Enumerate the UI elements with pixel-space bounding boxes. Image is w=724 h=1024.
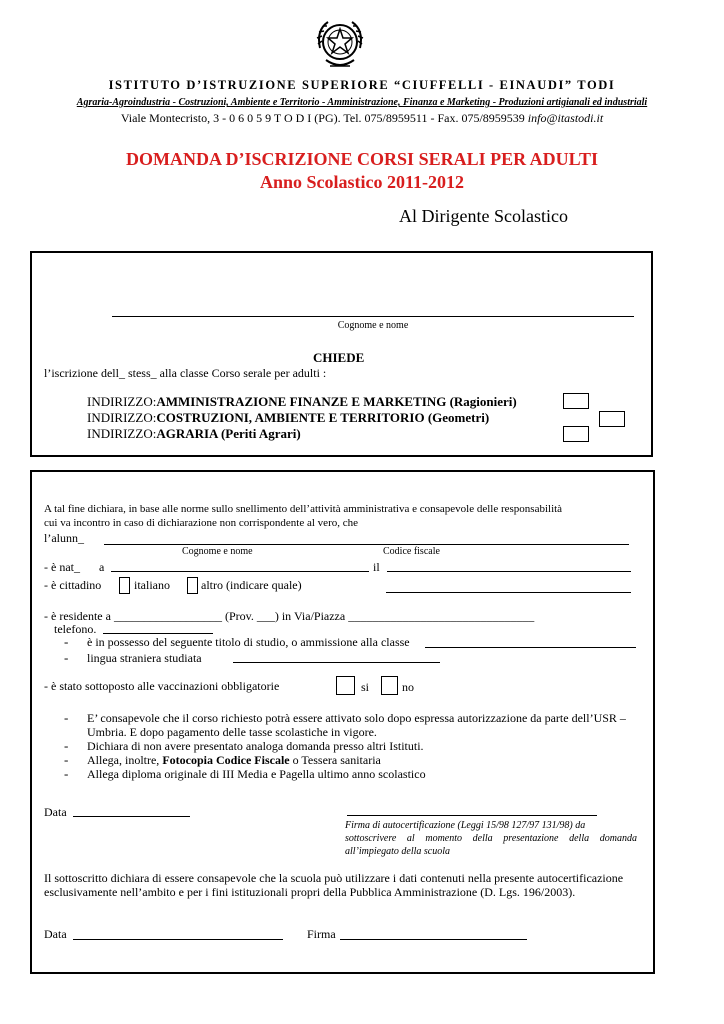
data-label: Data bbox=[44, 805, 67, 819]
data-input-line[interactable] bbox=[73, 816, 190, 817]
indirizzo-prefix: INDIRIZZO: bbox=[87, 426, 157, 441]
a-label: a bbox=[99, 560, 105, 574]
alunno-input-line[interactable] bbox=[104, 544, 629, 545]
caption-codice-fiscale: Codice fiscale bbox=[383, 546, 440, 557]
si-label: si bbox=[361, 680, 370, 694]
bullet: - bbox=[64, 650, 69, 665]
telefono-input-line[interactable] bbox=[103, 633, 213, 634]
chiede-heading: CHIEDE bbox=[313, 350, 365, 365]
republic-emblem-icon bbox=[312, 14, 368, 74]
name-caption: Cognome e nome bbox=[337, 320, 409, 331]
residente-line: - è residente a __________________ (Prov. ___) in Via/Piazza _______________________________ bbox=[44, 609, 535, 623]
firma-autocert-line[interactable] bbox=[347, 815, 597, 816]
note-usr-line-1: E’ consapevole che il corso richiesto potrà essere attivato solo dopo espressa autorizzazione da parte dell’USR – bbox=[87, 711, 626, 725]
school-year: Anno Scolastico 2011-2012 bbox=[259, 172, 464, 192]
addressee: Al Dirigente Scolastico bbox=[399, 206, 568, 226]
vaccinazioni-label: - è stato sottoposto alle vaccinazioni obbligatorie bbox=[44, 679, 280, 693]
caption-cognome-nome: Cognome e nome bbox=[182, 546, 253, 557]
note-usr-line-2: Umbria. E dopo pagamento delle tasse scolastiche in vigore. bbox=[87, 725, 377, 739]
birthplace-input-line[interactable] bbox=[111, 571, 369, 572]
nato-label: - è nat_ bbox=[44, 560, 80, 574]
note-diploma: Allega diploma originale di III Media e Pagella ultimo anno scolastico bbox=[87, 767, 426, 781]
bullet: - bbox=[64, 752, 69, 767]
lingua-label: lingua straniera studiata bbox=[87, 651, 202, 665]
data2-input-line[interactable] bbox=[73, 939, 283, 940]
request-line: l’iscrizione dell_ stess_ alla classe Corso serale per adulti : bbox=[44, 366, 327, 380]
cittadino-label: - è cittadino bbox=[44, 578, 102, 592]
indirizzo-name: AMMINISTRAZIONE FINANZE E MARKETING (Ragionieri) bbox=[156, 394, 517, 409]
firma-note-line-1: Firma di autocertificazione (Leggi 15/98 127/97 131/98) da bbox=[345, 820, 586, 831]
intro-line-1: A tal fine dichiara, in base alle norme sullo snellimento dell’attività amministrativa e consapevole delle responsabilità bbox=[44, 503, 563, 515]
alunno-label: l’alunn_ bbox=[44, 531, 84, 545]
document-title: DOMANDA D’ISCRIZIONE CORSI SERALI PER ADULTI bbox=[126, 149, 598, 169]
indirizzo-prefix: INDIRIZZO: bbox=[87, 410, 157, 425]
italiano-label: italiano bbox=[134, 578, 170, 592]
checkbox-agraria[interactable] bbox=[563, 426, 589, 442]
contacts-text: Viale Montecristo, 3 - 0 6 0 5 9 T O D I (PG). Tel. 075/8959511 - Fax. 075/8959539 bbox=[120, 111, 525, 125]
email-link[interactable]: info@itastodi.it bbox=[527, 111, 604, 125]
firma-label: Firma bbox=[307, 927, 336, 941]
checkbox-afm[interactable] bbox=[563, 393, 589, 409]
indirizzo-item-afm bbox=[87, 394, 517, 410]
note-attachments-bold: Fotocopia Codice Fiscale bbox=[162, 753, 290, 767]
note-attachments bbox=[87, 753, 381, 768]
telefono-label: telefono. bbox=[54, 622, 97, 636]
citizenship-input-line[interactable] bbox=[386, 592, 631, 593]
no-label: no bbox=[402, 680, 414, 694]
indirizzo-name: COSTRUZIONI, AMBIENTE E TERRITORIO (Geometri) bbox=[156, 410, 490, 425]
note-attachments-pre: Allega, inoltre, bbox=[87, 753, 160, 767]
checkbox-vacc-si[interactable] bbox=[336, 676, 355, 695]
altro-label: altro (indicare quale) bbox=[201, 578, 302, 592]
bullet: - bbox=[64, 710, 69, 725]
firma-note-line-2: sottoscrivere al momento della presentazione della domanda bbox=[345, 833, 637, 844]
bullet: - bbox=[64, 766, 69, 781]
indirizzo-prefix: INDIRIZZO: bbox=[87, 394, 157, 409]
firma-note-line-3: all’impiegato della scuola bbox=[345, 846, 450, 857]
note-no-other-application: Dichiara di non avere presentato analoga domanda presso altri Istituti. bbox=[87, 739, 424, 753]
institute-contacts bbox=[0, 111, 724, 126]
il-label: il bbox=[373, 560, 380, 574]
checkbox-vacc-no[interactable] bbox=[381, 676, 398, 695]
firma-input-line[interactable] bbox=[340, 939, 527, 940]
institute-branches: Agraria-Agroindustria - Costruzioni, Ambiente e Territorio - Amministrazione, Finanza e Marketing - Produzioni artigianali ed industriali bbox=[76, 97, 648, 108]
privacy-line-1: Il sottoscritto dichiara di essere consapevole che la scuola può utilizzare i dati contenuti nella presente autocertificazione bbox=[44, 871, 624, 885]
data2-label: Data bbox=[44, 927, 67, 941]
checkbox-altro[interactable] bbox=[187, 577, 198, 594]
note-attachments-post: o Tessera sanitaria bbox=[292, 753, 381, 767]
checkbox-cat[interactable] bbox=[599, 411, 625, 427]
indirizzo-name: AGRARIA (Periti Agrari) bbox=[156, 426, 301, 441]
bullet: - bbox=[64, 634, 69, 649]
titolo-label: è in possesso del seguente titolo di studio, o ammissione alla classe bbox=[87, 635, 410, 649]
lingua-input-line[interactable] bbox=[233, 662, 440, 663]
checkbox-italiano[interactable] bbox=[119, 577, 130, 594]
birthdate-input-line[interactable] bbox=[387, 571, 631, 572]
bullet: - bbox=[64, 738, 69, 753]
intro-line-2: cui va incontro in caso di dichiarazione non corrispondente al vero, che bbox=[44, 517, 358, 529]
titolo-input-line[interactable] bbox=[425, 647, 636, 648]
privacy-line-2: esclusivamente nell’ambito e per i fini istituzionali propri della Pubblica Amministrazione (D. Lgs. 196/2003). bbox=[44, 885, 576, 899]
name-input-line[interactable] bbox=[112, 316, 634, 317]
indirizzo-item-agraria bbox=[87, 426, 301, 442]
indirizzo-item-cat bbox=[87, 410, 489, 426]
institute-name: ISTITUTO D’ISTRUZIONE SUPERIORE “CIUFFELLI - EINAUDI” TODI bbox=[108, 78, 616, 92]
